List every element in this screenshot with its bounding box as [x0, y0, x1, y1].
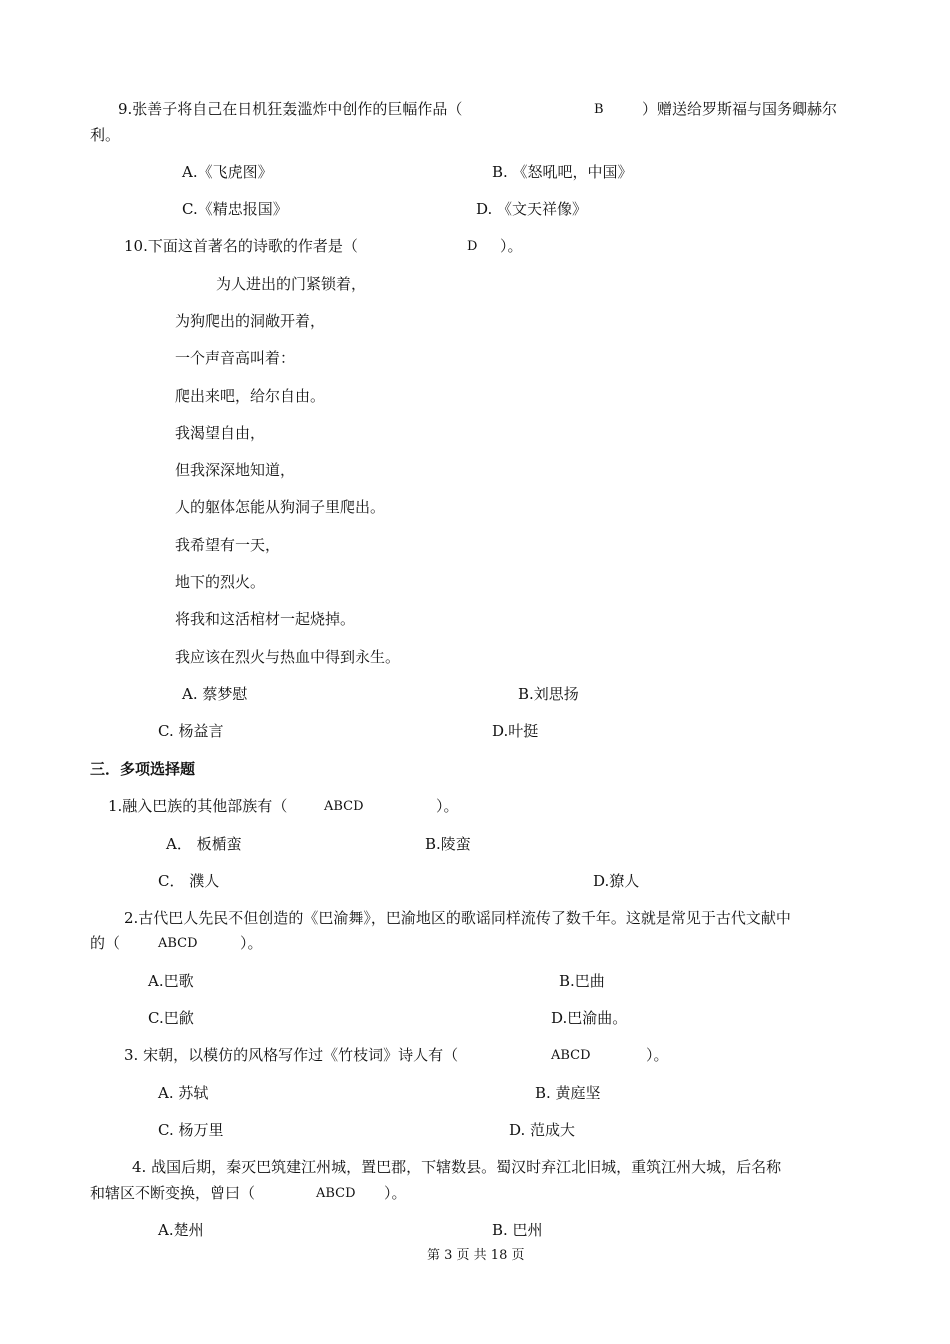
q10-answer: D: [467, 239, 478, 254]
poem-line: 为狗爬出的洞敞开着，: [175, 312, 326, 330]
m1-stem-end: ）。: [436, 797, 459, 815]
q9-option-b: B. 《怒吼吧，中国》: [492, 163, 633, 181]
m4-answer: ABCD: [316, 1186, 356, 1201]
m4-stem-end: ）。: [384, 1184, 407, 1202]
q10-option-d: D.叶挺: [492, 722, 539, 740]
m1-stem: 1.融入巴族的其他部族有（: [108, 797, 288, 815]
poem-line: 爬出来吧，给尔自由。: [175, 387, 326, 405]
m1-answer: ABCD: [324, 799, 364, 814]
m2-stem-line2: 的（: [90, 934, 121, 952]
q9-stem: [118, 99, 462, 119]
q9-stem-text: 9.张善子将自己在日机狂轰滥炸中创作的巨幅作品（: [118, 100, 463, 118]
poem-line: 但我深深地知道，: [175, 461, 296, 479]
m2-option-d: D.巴渝曲。: [551, 1009, 628, 1027]
poem-line: 人的躯体怎能从狗洞子里爬出。: [175, 498, 386, 516]
q9-option-c: C.《精忠报国》: [182, 200, 288, 218]
poem-line: 我希望有一天，: [175, 536, 281, 554]
section-heading: 三．多项选择题: [90, 760, 196, 778]
m2-option-c: C.巴歈: [148, 1009, 194, 1027]
m3-stem: 3. 宋朝，以模仿的风格写作过《竹枝词》诗人有（: [124, 1046, 459, 1064]
poem-line: 地下的烈火。: [175, 573, 266, 591]
m3-option-d: D. 范成大: [509, 1121, 576, 1139]
m1-option-a: A． 板楯蛮: [166, 835, 242, 853]
q10-option-c: C. 杨益言: [158, 722, 224, 740]
page-number: 第 3 页 共 18 页: [427, 1248, 525, 1263]
m4-stem: 4. 战国后期，秦灭巴筑建江州城，置巴郡，下辖数县。蜀汉时弃江北旧城，重筑江州大城，后名称: [132, 1158, 782, 1176]
poem-line: 为人进出的门紧锁着，: [216, 275, 367, 293]
q10-stem: 10.下面这首著名的诗歌的作者是（: [124, 237, 358, 255]
q9-option-a: A.《飞虎图》: [182, 163, 273, 181]
m3-option-b: B. 黄庭坚: [535, 1084, 601, 1102]
m2-answer: ABCD: [158, 936, 198, 951]
poem-line: 我渴望自由，: [175, 424, 266, 442]
m2-option-a: A.巴歌: [148, 972, 194, 990]
m3-stem-end: ）。: [646, 1046, 669, 1064]
m1-option-c: C． 濮人: [158, 872, 220, 890]
q9-answer: B: [594, 102, 604, 117]
q10-stem-end: ）。: [500, 237, 523, 255]
m4-option-b: B. 巴州: [492, 1221, 543, 1239]
m1-option-b: B.陵蛮: [425, 835, 471, 853]
poem-line: 将我和这活棺材一起烧掉。: [175, 610, 356, 628]
m2-stem: 2.古代巴人先民不但创造的《巴渝舞》，巴渝地区的歌谣同样流传了数千年。这就是常见于古代文献中: [124, 909, 791, 927]
q9-option-d: D. 《文天祥像》: [476, 200, 588, 218]
poem-line: 我应该在烈火与热血中得到永生。: [175, 648, 401, 666]
q10-option-a: A. 蔡梦慰: [182, 685, 248, 703]
m2-option-b: B.巴曲: [559, 972, 605, 990]
m2-stem-end: ）。: [240, 934, 263, 952]
q10-option-b: B.刘思扬: [518, 685, 579, 703]
m3-answer: ABCD: [551, 1048, 591, 1063]
q9-stem-line2: 利。: [90, 126, 121, 144]
m1-option-d: D.獠人: [593, 872, 640, 890]
m4-option-a: A.楚州: [158, 1221, 204, 1239]
m4-stem-line2: 和辖区不断变换，曾曰（: [90, 1184, 256, 1202]
m3-option-a: A. 苏轼: [158, 1084, 209, 1102]
m3-option-c: C. 杨万里: [158, 1121, 224, 1139]
poem-line: 一个声音高叫着：: [175, 349, 296, 367]
q9-stem-end: ）赠送给罗斯福与国务卿赫尔: [642, 100, 838, 118]
